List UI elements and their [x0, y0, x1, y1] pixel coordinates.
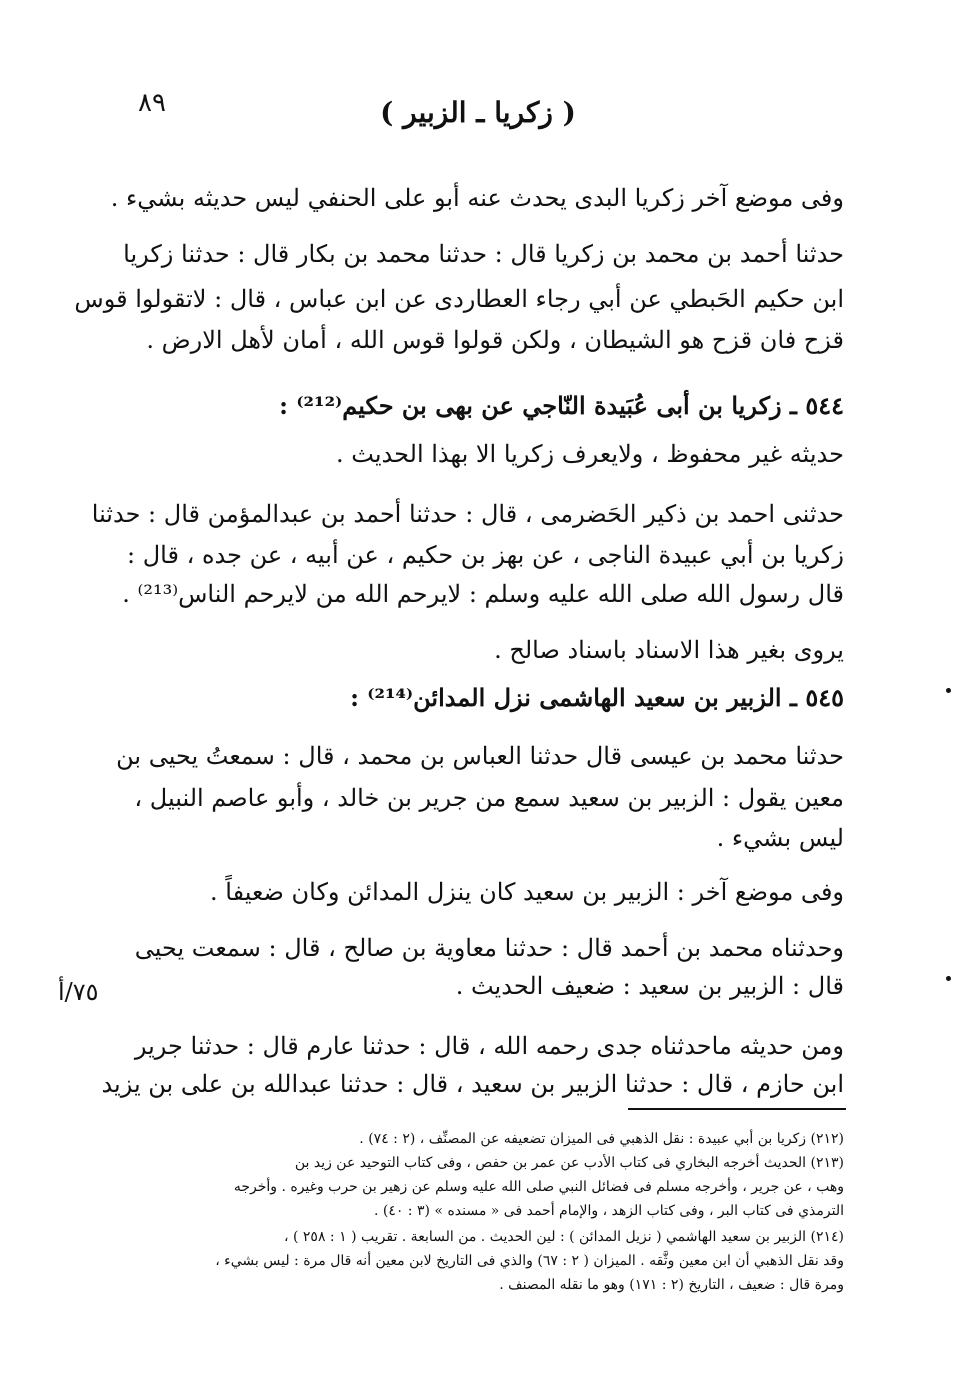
- text-line: حدثنى احمد بن ذكير الحَضرمى ، قال : حدثنا أحمد بن عبدالمؤمن قال : حدثنا: [91, 500, 844, 528]
- scan-speck: [946, 688, 951, 693]
- footnote-line: الترمذي فى كتاب البر ، وفى كتاب الزهد ، والإمام أحمد فى « مسنده » (٣ : ٤٠) .: [373, 1203, 844, 1219]
- footnote-line: (٢١٢) زكريا بن أبي عبيدة : نقل الذهبي فى الميزان تضعيفه عن المصنِّف ، (٢ : ٧٤) .: [359, 1131, 844, 1147]
- text-line: وفى موضع آخر : الزبير بن سعيد كان ينزل المدائن وكان ضعيفاً .: [210, 878, 844, 906]
- text-line: قزح فان قزح هو الشيطان ، ولكن قولوا قوس الله ، أمان لأهل الارض .: [146, 326, 844, 354]
- text-line: وفى موضع آخر زكريا البدى يحدث عنه أبو على الحنفي ليس حديثه بشيء .: [110, 184, 844, 212]
- text-line: قال رسول الله صلى الله عليه وسلم : لايرحم الله من لايرحم الناس⁽²¹³⁾ .: [122, 580, 844, 608]
- scan-speck: [946, 976, 951, 981]
- text-line: ابن حازم ، قال : حدثنا الزبير بن سعيد ، قال : حدثنا عبدالله بن على بن يزيد: [101, 1070, 844, 1098]
- running-title: ( زكريا ـ الزبير ): [380, 96, 576, 129]
- text-line: حدثنا أحمد بن محمد بن زكريا قال : حدثنا محمد بن بكار قال : حدثنا زكريا: [123, 240, 844, 268]
- footnote-line: ومرة قال : ضعيف ، التاريخ (٢ : ١٧١) وهو ما نقله المصنف .: [499, 1277, 844, 1293]
- text-line: معين يقول : الزبير بن سعيد سمع من جرير بن خالد ، وأبو عاصم النبيل ،: [134, 784, 844, 812]
- text-line: ليس بشيء .: [716, 824, 844, 852]
- footnote-line: (٢١٤) الزبير بن سعيد الهاشمي ( نزيل المدائن ) : لين الحديث . من السابعة . تقريب ( ١ : ٢٥٨ ) ،: [284, 1229, 844, 1245]
- entry-heading: ٥٤٤ ـ زكريا بن أبى عُبَيدة النّاجي عن بهى بن حكيم⁽²¹²⁾ :: [279, 391, 844, 420]
- text-line: حدثنا محمد بن عيسى قال حدثنا العباس بن محمد ، قال : سمعتُ يحيى بن: [116, 742, 844, 770]
- text-line: حديثه غير محفوظ ، ولايعرف زكريا الا بهذا الحديث .: [336, 440, 844, 468]
- footnote-line: (٢١٣) الحديث أخرجه البخاري فى كتاب الأدب عن عمر بن حفص ، وفى كتاب التوحيد عن زيد بن: [294, 1155, 844, 1171]
- text-line: ومن حديثه ماحدثناه جدى رحمه الله ، قال : حدثنا عارم قال : حدثنا جرير: [134, 1032, 844, 1060]
- margin-folio: ٧٥/أ: [58, 978, 99, 1006]
- page-number: ٨٩: [138, 88, 166, 118]
- footnote-line: وهب ، عن جرير ، وأخرجه مسلم فى فضائل النبي صلى الله عليه وسلم عن زهير بن حرب وغيره . وأخرجه: [233, 1179, 844, 1195]
- text-line: زكريا بن أبي عبيدة الناجى ، عن بهز بن حكيم ، عن أبيه ، عن جده ، قال :: [127, 541, 844, 569]
- text-line: ابن حكيم الحَبطي عن أبي رجاء العطاردى عن ابن عباس ، قال : لاتقولوا قوس: [74, 285, 844, 313]
- text-line: يروى بغير هذا الاسناد باسناد صالح .: [494, 636, 844, 664]
- footnote-separator: [628, 1108, 846, 1110]
- footnote-line: وقد نقل الذهبي أن ابن معين وثَّقه . الميزان ( ٢ : ٦٧) والذي فى التاريخ لابن معين أنه قال مرة : ليس بشيء ،: [215, 1253, 844, 1269]
- text-line: قال : الزبير بن سعيد : ضعيف الحديث .: [455, 972, 844, 1000]
- entry-heading: ٥٤٥ ـ الزبير بن سعيد الهاشمى نزل المدائن⁽²¹⁴⁾ :: [350, 683, 844, 712]
- text-line: وحدثناه محمد بن أحمد قال : حدثنا معاوية بن صالح ، قال : سمعت يحيى: [134, 934, 844, 962]
